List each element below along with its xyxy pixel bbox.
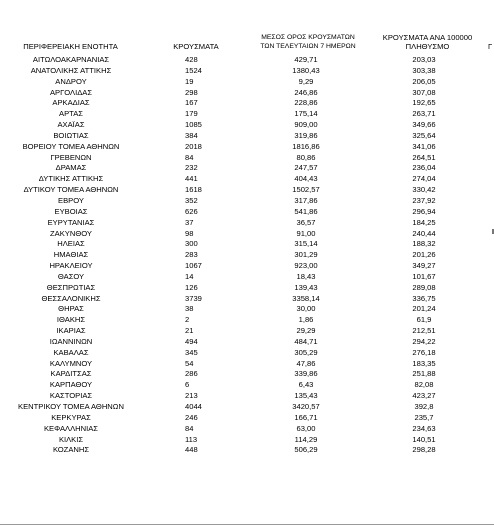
- cases-cell: 179: [185, 109, 198, 119]
- avg7-cell: 923,00: [294, 261, 318, 271]
- table-row: [0, 261, 494, 272]
- table-row: [0, 272, 494, 283]
- per100k-cell: 298,28: [412, 445, 436, 455]
- cases-cell: 37: [185, 217, 194, 227]
- header-7day-average-line2: ΤΩΝ ΤΕΛΕΥΤΑΙΩΝ 7 ΗΜΕΡΩΝ: [260, 42, 356, 50]
- per100k-cell: 303,38: [412, 65, 436, 75]
- table-row: [0, 326, 494, 337]
- header-cases: ΚΡΟΥΣΜΑΤΑ: [173, 42, 219, 51]
- avg7-cell: 1502,57: [292, 185, 320, 195]
- per100k-cell: 101,67: [412, 271, 436, 281]
- region-cell: ΚΕΡΚΥΡΑΣ: [51, 412, 91, 422]
- region-cell: ΙΘΑΚΗΣ: [56, 315, 86, 325]
- cases-cell: 113: [185, 434, 198, 444]
- per100k-cell: 263,71: [412, 109, 436, 119]
- avg7-cell: 139,43: [294, 282, 318, 292]
- per100k-cell: 341,06: [412, 141, 436, 151]
- avg7-cell: 1,86: [298, 315, 314, 325]
- table-row: [0, 435, 494, 446]
- header-cases-per-100k-line1: ΚΡΟΥΣΜΑΤΑ ΑΝΑ 100000: [382, 33, 473, 42]
- table-row: [0, 445, 494, 456]
- per100k-cell: 206,05: [412, 76, 436, 86]
- avg7-cell: 29,29: [296, 326, 316, 336]
- table-row: [0, 153, 494, 164]
- avg7-cell: 6,43: [298, 380, 314, 390]
- header-clipped-column: Γ: [488, 42, 493, 51]
- cases-cell: 2: [185, 315, 190, 325]
- per100k-cell: 184,25: [412, 217, 436, 227]
- cases-cell: 232: [185, 163, 198, 173]
- avg7-cell: 319,86: [294, 130, 318, 140]
- cases-cell: 441: [185, 174, 198, 184]
- avg7-cell: 247,57: [294, 163, 318, 173]
- per100k-cell: 276,18: [412, 347, 436, 357]
- cases-cell: 283: [185, 250, 198, 260]
- table-row: [0, 304, 494, 315]
- cases-cell: 84: [185, 423, 194, 433]
- table-row: [0, 174, 494, 185]
- cases-cell: 3739: [185, 293, 202, 303]
- per100k-cell: 307,08: [412, 87, 436, 97]
- avg7-cell: 47,86: [296, 358, 316, 368]
- per100k-cell: 192,65: [412, 98, 436, 108]
- avg7-cell: 1816,86: [292, 141, 320, 151]
- region-cell: ΕΥΡΥΤΑΝΙΑΣ: [47, 217, 95, 227]
- per100k-cell: 274,04: [412, 174, 436, 184]
- avg7-cell: 228,86: [294, 98, 318, 108]
- avg7-cell: 909,00: [294, 120, 318, 130]
- avg7-cell: 506,29: [294, 445, 318, 455]
- avg7-cell: 317,86: [294, 195, 318, 205]
- table-row: [0, 66, 494, 77]
- cases-cell: 626: [185, 206, 198, 216]
- avg7-cell: 91,00: [296, 228, 316, 238]
- table-row: [0, 424, 494, 435]
- region-cell: ΔΥΤΙΚΗΣ ΑΤΤΙΚΗΣ: [38, 174, 104, 184]
- header-cases-per-100k-line2: ΠΛΗΘΥΣΜΟ: [405, 42, 450, 51]
- per100k-cell: 201,26: [412, 250, 436, 260]
- table-row: [0, 142, 494, 153]
- region-cell: ΚΑΛΥΜΝΟΥ: [49, 358, 93, 368]
- cases-cell: 300: [185, 239, 198, 249]
- per100k-cell: 349,27: [412, 261, 436, 271]
- table-row: [0, 283, 494, 294]
- avg7-cell: 429,71: [294, 55, 318, 64]
- region-cell: ΙΩΑΝΝΙΝΩΝ: [49, 336, 93, 346]
- cases-cell: 345: [185, 347, 198, 357]
- cases-cell: 54: [185, 358, 194, 368]
- cases-cell: 286: [185, 369, 198, 379]
- cases-cell: 352: [185, 195, 198, 205]
- region-cell: ΘΕΣΣΑΛΟΝΙΚΗΣ: [41, 293, 101, 303]
- region-cell: ΑΙΤΩΛΟΑΚΑΡΝΑΝΙΑΣ: [32, 55, 110, 64]
- cases-cell: 428: [185, 55, 198, 64]
- cases-cell: 2018: [185, 141, 202, 151]
- region-cell: ΕΒΡΟΥ: [58, 195, 84, 205]
- table-row: [0, 218, 494, 229]
- region-cell: ΘΕΣΠΡΩΤΙΑΣ: [46, 282, 96, 292]
- avg7-cell: 339,86: [294, 369, 318, 379]
- per100k-cell: 212,51: [412, 326, 436, 336]
- region-cell: ΘΗΡΑΣ: [58, 304, 84, 314]
- header-7day-average-line1: ΜΕΣΟΣ ΟΡΟΣ ΚΡΟΥΣΜΑΤΩΝ: [261, 34, 355, 41]
- region-cell: ΔΥΤΙΚΟΥ ΤΟΜΕΑ ΑΘΗΝΩΝ: [23, 185, 119, 195]
- cases-cell: 298: [185, 87, 198, 97]
- region-cell: ΗΜΑΘΙΑΣ: [53, 250, 89, 260]
- cases-cell: 246: [185, 412, 198, 422]
- cases-cell: 213: [185, 391, 198, 401]
- per100k-cell: 237,92: [412, 195, 436, 205]
- avg7-cell: 18,43: [296, 271, 316, 281]
- avg7-cell: 541,86: [294, 206, 318, 216]
- avg7-cell: 166,71: [294, 412, 318, 422]
- per100k-cell: 236,04: [412, 163, 436, 173]
- header-region: ΠΕΡΙΦΕΡΕΙΑΚΗ ΕΝΟΤΗΤΑ: [23, 42, 118, 51]
- table-row: [0, 120, 494, 131]
- per100k-cell: 325,64: [412, 130, 436, 140]
- per100k-cell: 140,51: [412, 434, 436, 444]
- cases-cell: 98: [185, 228, 194, 238]
- region-cell: ΑΧΑΪΑΣ: [57, 120, 85, 130]
- table-row: [0, 315, 494, 326]
- avg7-cell: 63,00: [296, 423, 316, 433]
- cases-cell: 126: [185, 282, 198, 292]
- table-row: [0, 369, 494, 380]
- cases-cell: 448: [185, 445, 198, 455]
- region-cell: ΖΑΚΥΝΘΟΥ: [50, 228, 92, 238]
- table-row: [0, 88, 494, 99]
- cases-cell: 84: [185, 152, 194, 162]
- avg7-cell: 301,29: [294, 250, 318, 260]
- avg7-cell: 315,14: [294, 239, 318, 249]
- per100k-cell: 82,08: [414, 380, 434, 390]
- per100k-cell: 203,03: [412, 55, 436, 64]
- region-cell: ΕΥΒΟΙΑΣ: [54, 206, 88, 216]
- cases-cell: 6: [185, 380, 190, 390]
- table-row: [0, 337, 494, 348]
- table-row: [0, 391, 494, 402]
- cases-cell: 494: [185, 336, 198, 346]
- avg7-cell: 175,14: [294, 109, 318, 119]
- cases-cell: 4044: [185, 402, 202, 411]
- table-row: [0, 348, 494, 359]
- per100k-cell: 349,66: [412, 120, 436, 130]
- region-cell: ΑΝΑΤΟΛΙΚΗΣ ΑΤΤΙΚΗΣ: [30, 65, 112, 75]
- region-cell: ΚΑΡΠΑΘΟΥ: [49, 380, 93, 390]
- region-cell: ΚΙΛΚΙΣ: [58, 434, 84, 444]
- table-row: [0, 359, 494, 370]
- per100k-cell: 251,88: [412, 369, 436, 379]
- per100k-cell: 240,44: [412, 228, 436, 238]
- region-cell: ΚΑΡΔΙΤΣΑΣ: [50, 369, 92, 379]
- region-cell: ΑΡΓΟΛΙΔΑΣ: [49, 87, 93, 97]
- avg7-cell: 305,29: [294, 347, 318, 357]
- cases-cell: 1067: [185, 261, 202, 271]
- per100k-cell: 289,08: [412, 282, 436, 292]
- cases-cell: 1085: [185, 120, 202, 130]
- cases-cell: 14: [185, 271, 194, 281]
- per100k-cell: 188,32: [412, 239, 436, 249]
- cases-cell: 19: [185, 76, 194, 86]
- cases-cell: 167: [185, 98, 198, 108]
- table-row: [0, 98, 494, 109]
- table-row: [0, 250, 494, 261]
- table-body: [0, 55, 494, 456]
- avg7-cell: 3420,57: [292, 402, 320, 411]
- avg7-cell: 404,43: [294, 174, 318, 184]
- cases-cell: 1524: [185, 65, 202, 75]
- region-cell: ΚΑΒΑΛΑΣ: [53, 347, 89, 357]
- per100k-cell: 234,63: [412, 423, 436, 433]
- per100k-cell: 296,94: [412, 206, 436, 216]
- region-cell: ΑΝΔΡΟΥ: [55, 76, 87, 86]
- table-row: [0, 294, 494, 305]
- avg7-cell: 80,86: [296, 152, 316, 162]
- region-cell: ΒΟΙΩΤΙΑΣ: [53, 130, 89, 140]
- table-row: [0, 131, 494, 142]
- per100k-cell: 294,22: [412, 336, 436, 346]
- cases-cell: 38: [185, 304, 194, 314]
- cases-cell: 21: [185, 326, 194, 336]
- avg7-cell: 36,57: [296, 217, 316, 227]
- avg7-cell: 484,71: [294, 336, 318, 346]
- avg7-cell: 30,00: [296, 304, 316, 314]
- avg7-cell: 3358,14: [292, 293, 320, 303]
- avg7-cell: 135,43: [294, 391, 318, 401]
- table-row: [0, 413, 494, 424]
- region-cell: ΑΡΤΑΣ: [59, 109, 83, 119]
- region-cell: ΙΚΑΡΙΑΣ: [56, 326, 86, 336]
- avg7-cell: 246,86: [294, 87, 318, 97]
- table-row: [0, 77, 494, 88]
- header-cases-per-100k: [370, 33, 485, 51]
- per100k-cell: 264,51: [412, 152, 436, 162]
- avg7-cell: 114,29: [294, 434, 318, 444]
- avg7-cell: 1380,43: [292, 65, 320, 75]
- per100k-cell: 392,8: [414, 402, 434, 411]
- header-7day-average: [250, 34, 366, 51]
- per100k-cell: 235,7: [414, 412, 434, 422]
- per100k-cell: 336,75: [412, 293, 436, 303]
- per100k-cell: 201,24: [412, 304, 436, 314]
- region-cell: ΗΛΕΙΑΣ: [57, 239, 85, 249]
- table-row: [0, 185, 494, 196]
- table-row: [0, 380, 494, 391]
- table-row: [0, 229, 494, 240]
- per100k-cell: 183,35: [412, 358, 436, 368]
- region-cell: ΚΕΝΤΡΙΚΟΥ ΤΟΜΕΑ ΑΘΗΝΩΝ: [18, 402, 124, 411]
- table-row: [0, 163, 494, 174]
- cases-cell: 384: [185, 130, 198, 140]
- table-row: [0, 239, 494, 250]
- region-cell: ΘΑΣΟΥ: [57, 271, 85, 281]
- region-cell: ΚΑΣΤΟΡΙΑΣ: [49, 391, 93, 401]
- per100k-cell: 423,27: [412, 391, 436, 401]
- region-cell: ΗΡΑΚΛΕΙΟΥ: [49, 261, 93, 271]
- table-row: [0, 109, 494, 120]
- region-cell: ΑΡΚΑΔΙΑΣ: [52, 98, 90, 108]
- region-cell: ΔΡΑΜΑΣ: [55, 163, 87, 173]
- region-cell: ΒΟΡΕΙΟΥ ΤΟΜΕΑ ΑΘΗΝΩΝ: [22, 141, 120, 151]
- bottom-divider: [0, 524, 494, 525]
- per100k-cell: 61,9: [416, 315, 432, 325]
- region-cell: ΚΟΖΑΝΗΣ: [52, 445, 90, 455]
- per100k-cell: 330,42: [412, 185, 436, 195]
- table-row: [0, 55, 494, 66]
- avg7-cell: 9,29: [298, 76, 314, 86]
- table-row: [0, 196, 494, 207]
- table-row: [0, 207, 494, 218]
- region-cell: ΓΡΕΒΕΝΩΝ: [50, 152, 92, 162]
- region-cell: ΚΕΦΑΛΛΗΝΙΑΣ: [43, 423, 99, 433]
- table-row: [0, 402, 494, 413]
- cases-cell: 1618: [185, 185, 202, 195]
